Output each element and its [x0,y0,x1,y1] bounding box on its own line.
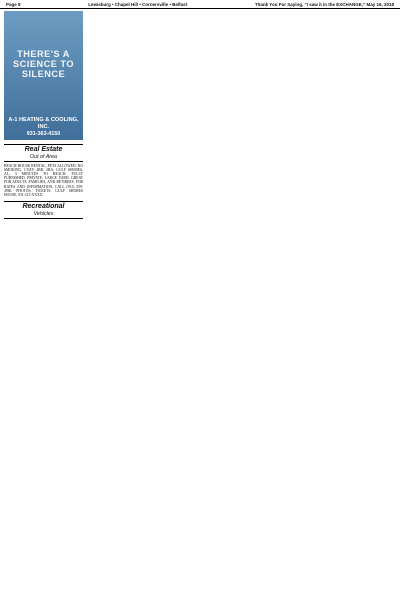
science-headline: THERE'S A SCIENCE TO SILENCE [13,49,74,79]
page-number: Page 8 [6,1,21,7]
section-title: Recreational [22,203,65,211]
heating-cooling-ad [4,11,83,140]
header-towns: Lewisburg • Chapel Hill • Cornersville • Belfast [88,1,188,7]
section-subtitle: Vehicles [33,210,54,217]
section-subtitle: Out of Area [30,153,57,160]
page-header [0,0,400,9]
column-1 [4,11,83,219]
company-phone: 931-363-4150 [26,131,61,137]
company-name: A-1 HEATING & COOLING, INC. [8,117,79,130]
section-header-real-estate [4,144,83,162]
classified-ad: BEACH HOUSE RENTAL, PETS ALLOWED, NO SMOKING. COZY 2BR, 2BA, GULF SHORES, AL, 3 MINUTES TO BEACH. FULLY FURNISHED. PRIVATE, LARGE YARD. GREAT FOR ADULTS, FAMILIES, AND RETIREES. FOR RATES AND INFORMATION, CALL (931) 359-4960. PHOTOS, TICKETS, GULF SHORES HOUSE, 931-215-XXXX. [4,163,83,198]
header-tagline: Thank You For Saying, “I saw it in the EXCHANGE,” May 16, 2018 [254,1,394,7]
section-header-recreational [4,201,83,219]
section-title: Real Estate [24,146,63,153]
